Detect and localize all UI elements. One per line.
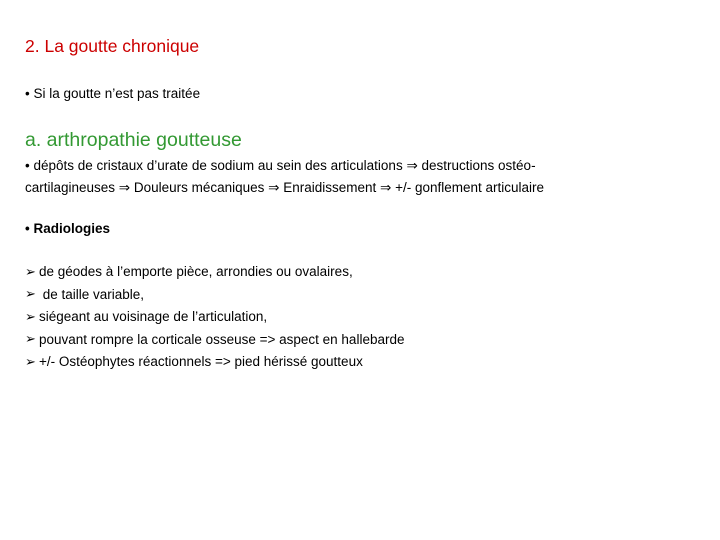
list-item-text: pouvant rompre la corticale osseuse => aspect en hallebarde <box>39 331 405 347</box>
description-line-1: • dépôts de cristaux d’urate de sodium au sein des articulations ⇒ destructions ostéo- <box>25 158 536 173</box>
arrowhead-bullet-icon: ➢ <box>25 332 36 348</box>
arrowhead-bullet-icon: ➢ <box>25 309 36 325</box>
radiology-label: • Radiologies <box>25 221 110 236</box>
list-item <box>25 261 404 284</box>
list-item <box>25 306 404 329</box>
intro-bullet: • Si la goutte n’est pas traitée <box>25 86 201 101</box>
section-heading: a. arthropathie goutteuse <box>25 129 242 151</box>
list-item-text: de géodes à l’emporte pièce, arrondies ou ovalaires, <box>39 264 353 279</box>
description-line-2: cartilagineuses ⇒ Douleurs mécaniques ⇒ Enraidissement ⇒ +/- gonflement articulaire <box>25 180 545 195</box>
slide-title: 2. La goutte chronique <box>25 36 200 56</box>
list-item <box>25 329 404 352</box>
list-item <box>25 351 404 374</box>
list-item-text: de taille variable, <box>39 286 145 302</box>
radiology-list <box>25 261 404 374</box>
list-item-text: +/- Ostéophytes réactionnels => pied hérissé goutteux <box>39 354 363 369</box>
arrowhead-bullet-icon: ➢ <box>25 287 36 303</box>
description-paragraph <box>25 155 705 199</box>
arrowhead-bullet-icon: ➢ <box>25 354 36 370</box>
list-item-text: siégeant au voisinage de l’articulation, <box>39 309 268 324</box>
list-item <box>25 284 404 307</box>
arrowhead-bullet-icon: ➢ <box>25 264 36 280</box>
